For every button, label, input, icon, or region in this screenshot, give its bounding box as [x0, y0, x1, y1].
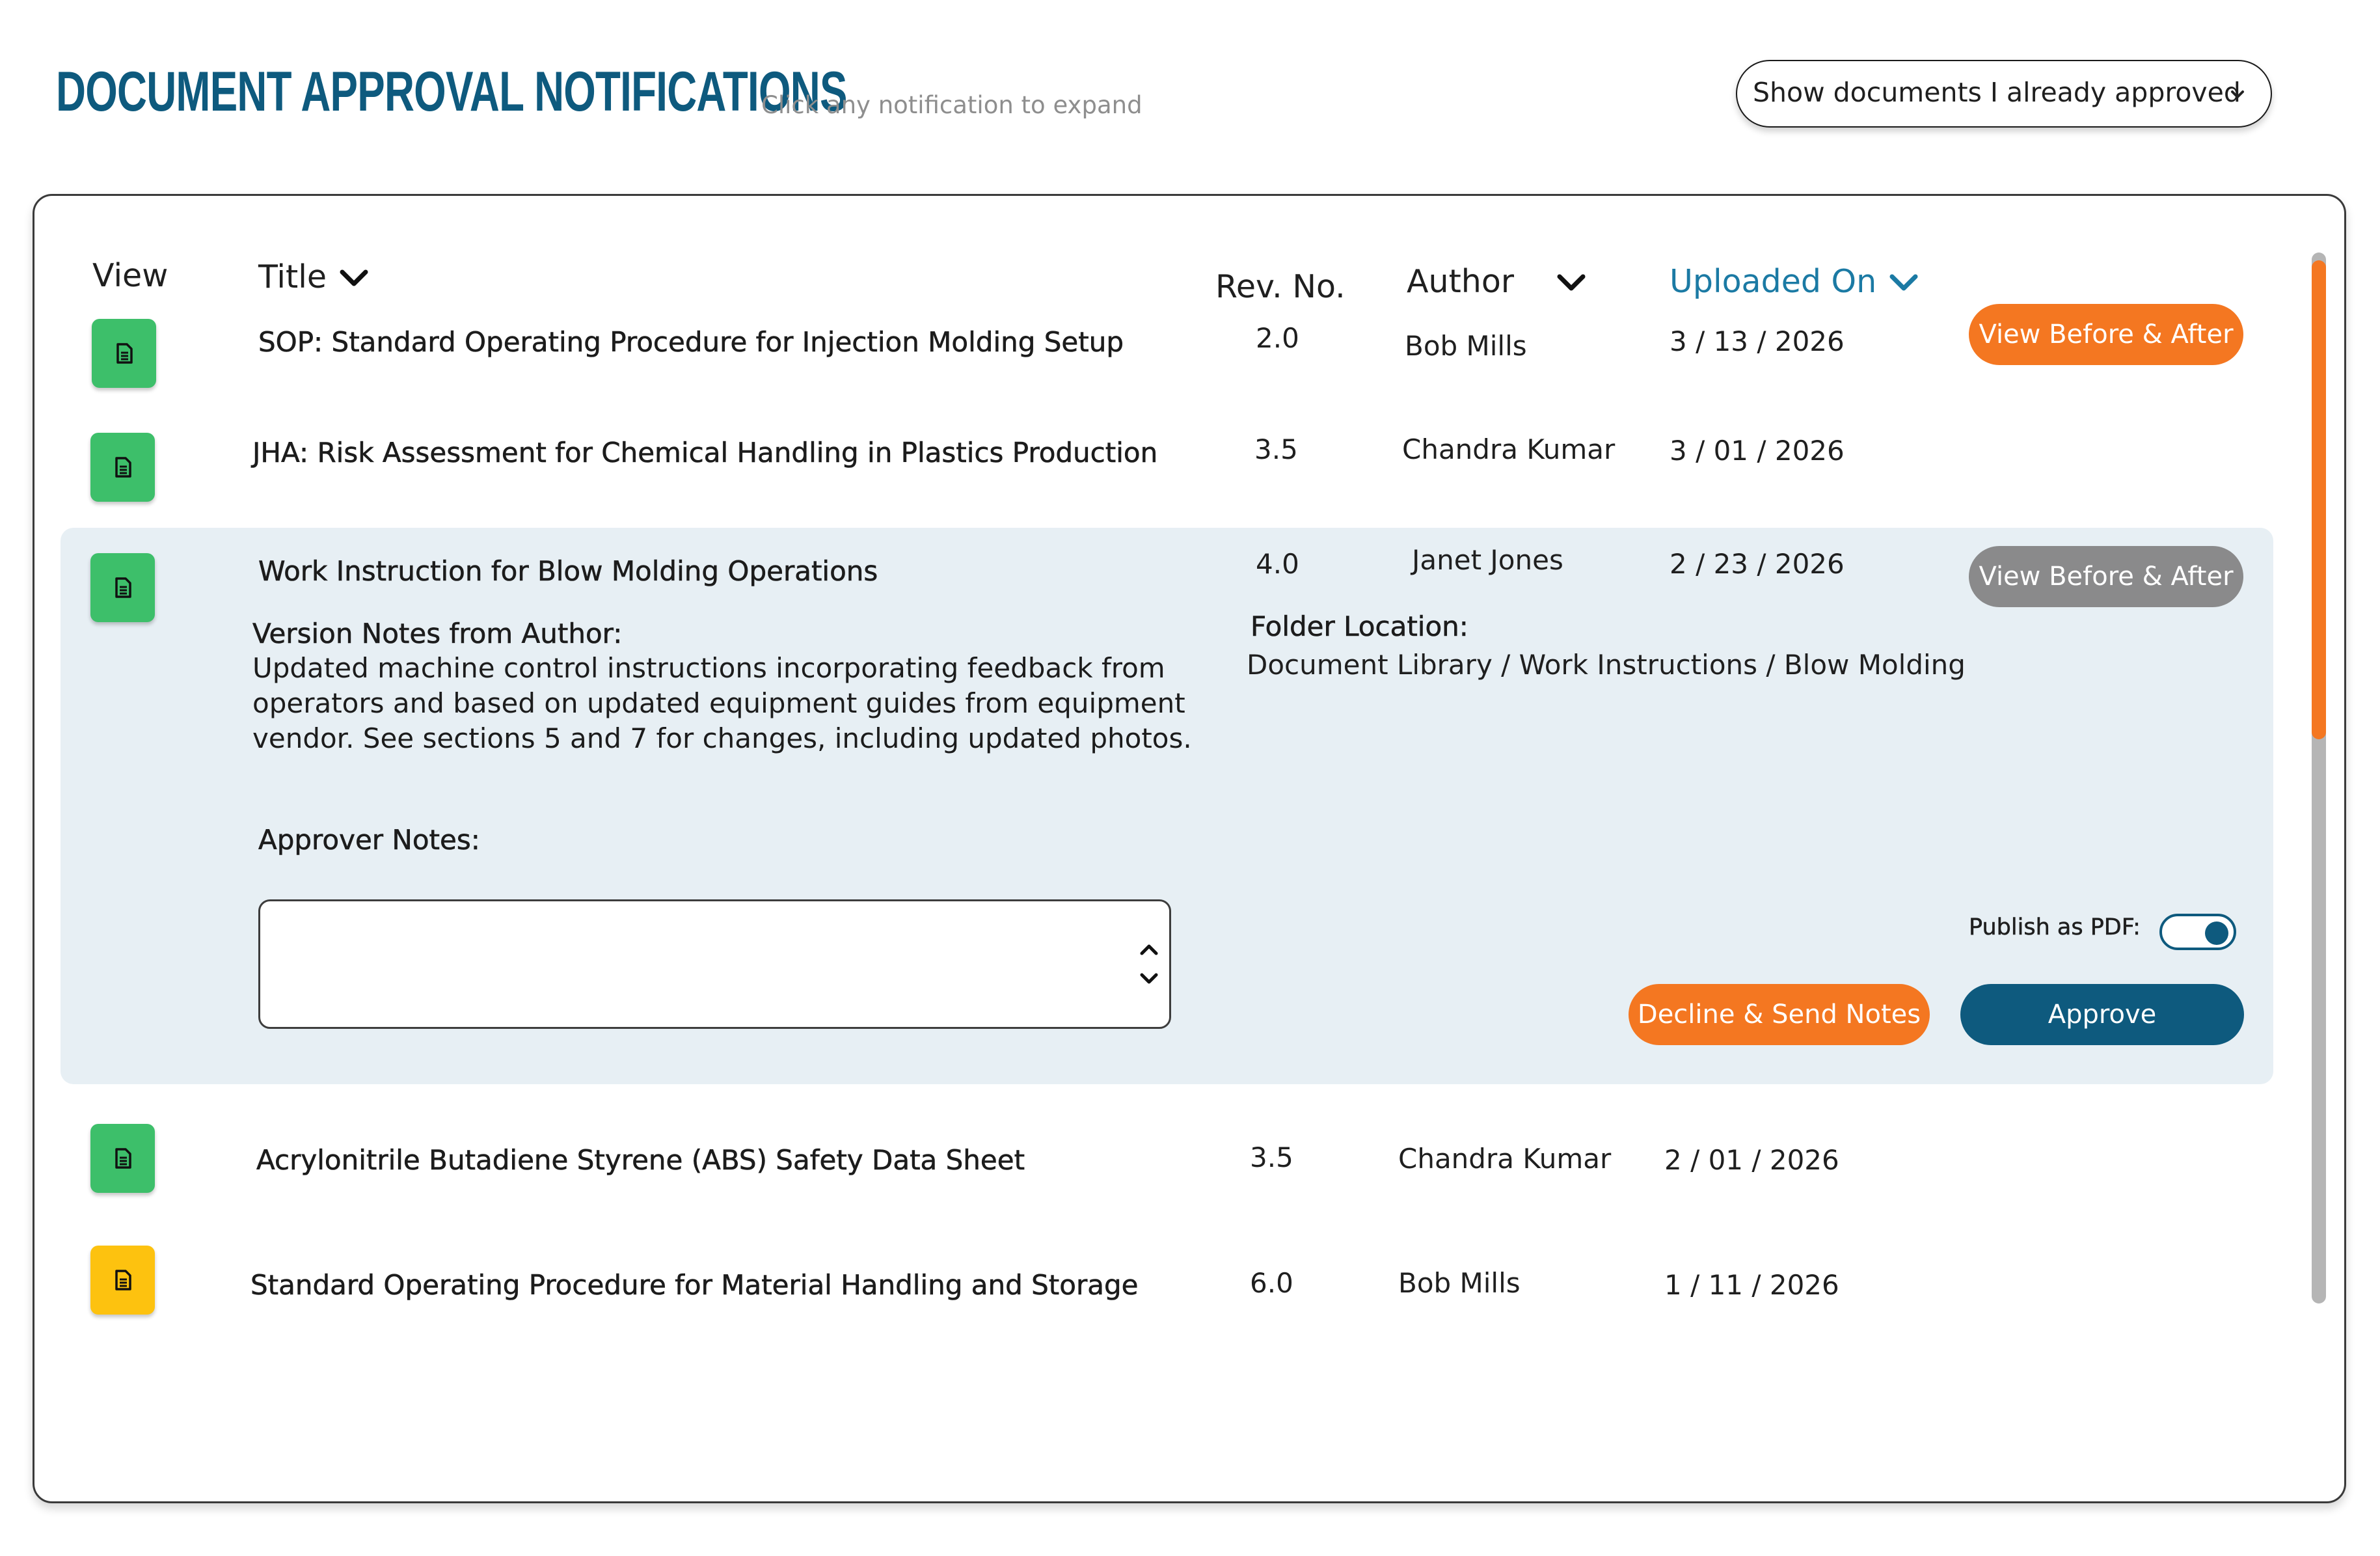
- document-icon: [111, 1268, 135, 1292]
- scrollbar-thumb[interactable]: [2312, 260, 2326, 739]
- folder-location-path: Document Library / Work Instructions / Blow Molding: [1247, 649, 1966, 681]
- row-title[interactable]: JHA: Risk Assessment for Chemical Handling in Plastics Production: [252, 437, 1158, 469]
- document-icon: [113, 342, 136, 365]
- row-author: Janet Jones: [1412, 544, 1563, 576]
- decline-send-notes-button[interactable]: Decline & Send Notes: [1629, 984, 1930, 1045]
- chevron-down-icon: [1886, 269, 1922, 295]
- filter-dropdown-label: Show documents I already approved: [1753, 77, 2241, 108]
- page-title: DOCUMENT APPROVAL NOTIFICATIONS: [56, 61, 847, 123]
- row-author: Bob Mills: [1398, 1267, 1521, 1299]
- row-rev: 2.0: [1256, 322, 1299, 354]
- publish-pdf-label: Publish as PDF:: [1969, 914, 2141, 940]
- column-header-uploaded-label: Uploaded On: [1670, 263, 1877, 300]
- view-document-button[interactable]: [90, 553, 155, 622]
- row-date: 3 / 13 / 2026: [1670, 325, 1845, 357]
- row-title[interactable]: Acrylonitrile Butadiene Styrene (ABS) Safety Data Sheet: [256, 1144, 1025, 1176]
- row-title[interactable]: Work Instruction for Blow Molding Operations: [258, 555, 878, 587]
- column-header-uploaded[interactable]: [1670, 263, 1922, 300]
- document-icon: [111, 1147, 135, 1170]
- row-rev: 3.5: [1250, 1141, 1293, 1173]
- chevron-down-icon: [336, 264, 372, 290]
- view-document-button[interactable]: [90, 1124, 155, 1193]
- row-title[interactable]: Standard Operating Procedure for Material Handling and Storage: [250, 1269, 1139, 1301]
- approver-notes-input[interactable]: [258, 899, 1171, 1029]
- row-rev: 6.0: [1250, 1267, 1293, 1299]
- row-rev: 3.5: [1254, 433, 1298, 465]
- row-author: Chandra Kumar: [1402, 433, 1616, 465]
- document-icon: [111, 576, 135, 599]
- stepper-icon[interactable]: [1136, 939, 1162, 991]
- approver-notes-label: Approver Notes:: [258, 824, 480, 856]
- row-date: 3 / 01 / 2026: [1670, 435, 1845, 467]
- column-header-title[interactable]: [258, 258, 372, 295]
- document-icon: [111, 456, 135, 479]
- column-header-author[interactable]: [1407, 263, 1589, 300]
- publish-pdf-toggle[interactable]: [2159, 914, 2236, 950]
- filter-dropdown[interactable]: [1736, 60, 2272, 128]
- view-before-after-button[interactable]: View Before & After: [1969, 304, 2243, 365]
- view-document-button[interactable]: [90, 433, 155, 502]
- view-document-button[interactable]: [90, 1246, 155, 1315]
- chevron-down-icon: [1553, 269, 1589, 295]
- column-header-title-label: Title: [258, 258, 327, 295]
- row-author: Bob Mills: [1405, 330, 1527, 362]
- column-header-rev: Rev. No.: [1215, 268, 1346, 305]
- version-notes-label: Version Notes from Author:: [252, 618, 623, 649]
- view-document-button[interactable]: [92, 319, 156, 388]
- toggle-knob: [2205, 921, 2228, 945]
- row-title[interactable]: SOP: Standard Operating Procedure for Injection Molding Setup: [258, 326, 1124, 358]
- approve-button[interactable]: Approve: [1960, 984, 2244, 1045]
- row-date: 2 / 01 / 2026: [1664, 1144, 1839, 1176]
- column-header-view: View: [92, 257, 169, 294]
- view-before-after-button[interactable]: View Before & After: [1969, 546, 2243, 607]
- row-rev: 4.0: [1256, 548, 1299, 580]
- row-author: Chandra Kumar: [1398, 1143, 1612, 1175]
- row-date: 1 / 11 / 2026: [1664, 1269, 1839, 1301]
- chevron-down-icon: [2226, 83, 2249, 105]
- row-date: 2 / 23 / 2026: [1670, 548, 1845, 580]
- column-header-author-label: Author: [1407, 263, 1514, 300]
- folder-location-label: Folder Location:: [1251, 610, 1468, 642]
- page-subtitle: Click any notification to expand: [761, 91, 1143, 119]
- version-notes-text: Updated machine control instructions incorporating feedback from operators and based on updated equipment guides from equipment vendor. See sections 5 and 7 for changes, including updated photos.: [252, 652, 1192, 754]
